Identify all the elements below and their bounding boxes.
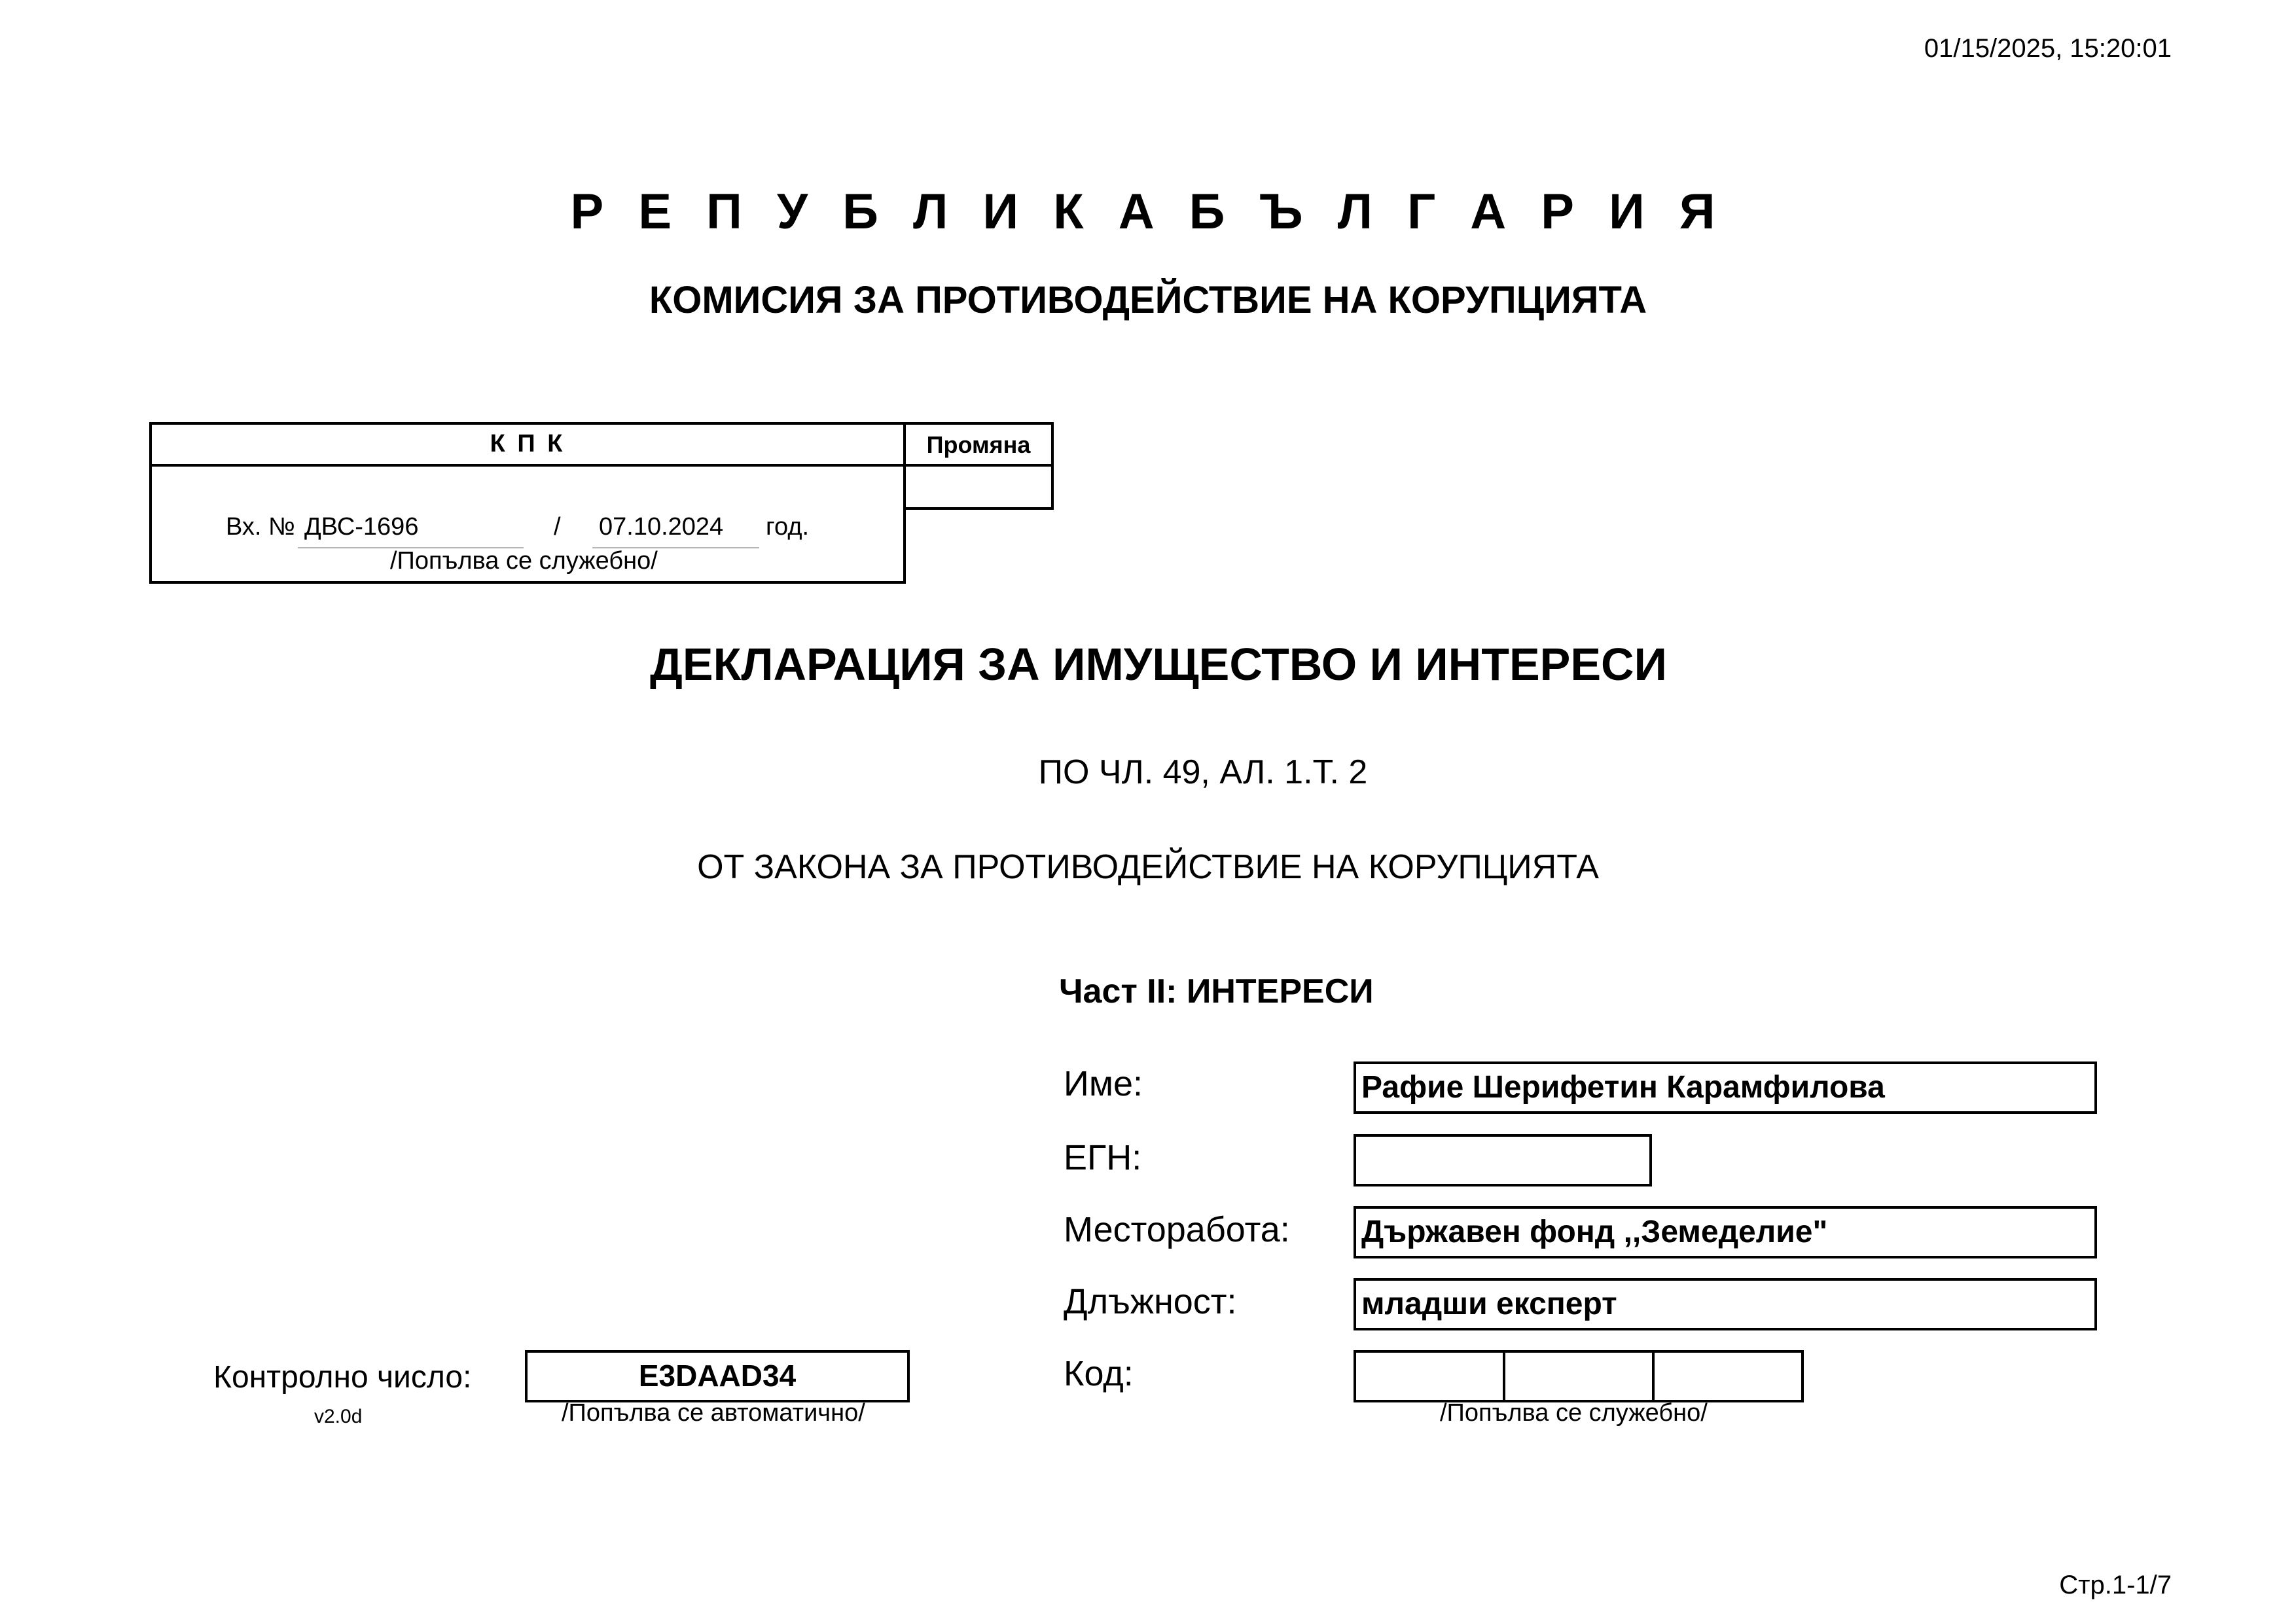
code-cell (1503, 1350, 1655, 1402)
name-field: Рафие Шерифетин Карамфилова (1354, 1061, 2097, 1114)
registry-title: К П К (490, 430, 565, 457)
incoming-year-suffix: год. (766, 513, 810, 541)
republic-heading: Р Е П У Б Л И К А Б Ъ Л Г А Р И Я (570, 184, 1726, 240)
egn-field (1354, 1134, 1652, 1186)
egn-label: ЕГН: (1064, 1138, 1142, 1177)
change-label: Промяна (926, 431, 1031, 458)
commission-heading: КОМИСИЯ ЗА ПРОТИВОДЕЙСТВИЕ НА КОРУПЦИЯТА (649, 279, 1647, 321)
code-cell (1354, 1350, 1505, 1402)
incoming-separator: / (554, 513, 561, 541)
incoming-number-value: ДВС-1696 (304, 513, 419, 541)
position-field: младши експерт (1354, 1278, 2097, 1330)
registry-header-divider (152, 464, 903, 467)
workplace-field: Държавен фонд ,,Земеделие" (1354, 1206, 2097, 1258)
position-label: Длъжност: (1064, 1282, 1237, 1321)
name-label: Име: (1064, 1064, 1143, 1103)
code-cell (1652, 1350, 1804, 1402)
control-number-label: Контролно число: (213, 1360, 472, 1395)
control-number-field: E3DAAD34 (525, 1350, 910, 1402)
change-box (903, 422, 1054, 510)
part-title: Част II: ИНТЕРЕСИ (1059, 972, 1374, 1010)
incoming-number-label: Вх. № (226, 513, 295, 541)
print-timestamp: 01/15/2025, 15:20:01 (1924, 34, 2172, 63)
code-label: Код: (1064, 1354, 1134, 1393)
declaration-law: ОТ ЗАКОНА ЗА ПРОТИВОДЕЙСТВИЕ НА КОРУПЦИЯТА (697, 848, 1599, 886)
incoming-date-value: 07.10.2024 (599, 513, 724, 541)
workplace-label: Месторабота: (1064, 1210, 1290, 1249)
control-number-note: /Попълва се автоматично/ (562, 1399, 865, 1427)
form-version: v2.0d (314, 1406, 363, 1427)
page-number: Стр.1-1/7 (2059, 1571, 2172, 1599)
declaration-article: ПО ЧЛ. 49, АЛ. 1.Т. 2 (1038, 753, 1368, 791)
declaration-title: ДЕКЛАРАЦИЯ ЗА ИМУЩЕСТВО И ИНТЕРЕСИ (650, 639, 1667, 690)
change-header-divider (906, 464, 1051, 467)
registry-note: /Попълва се служебно/ (390, 547, 658, 575)
code-note: /Попълва се служебно/ (1440, 1399, 1708, 1427)
